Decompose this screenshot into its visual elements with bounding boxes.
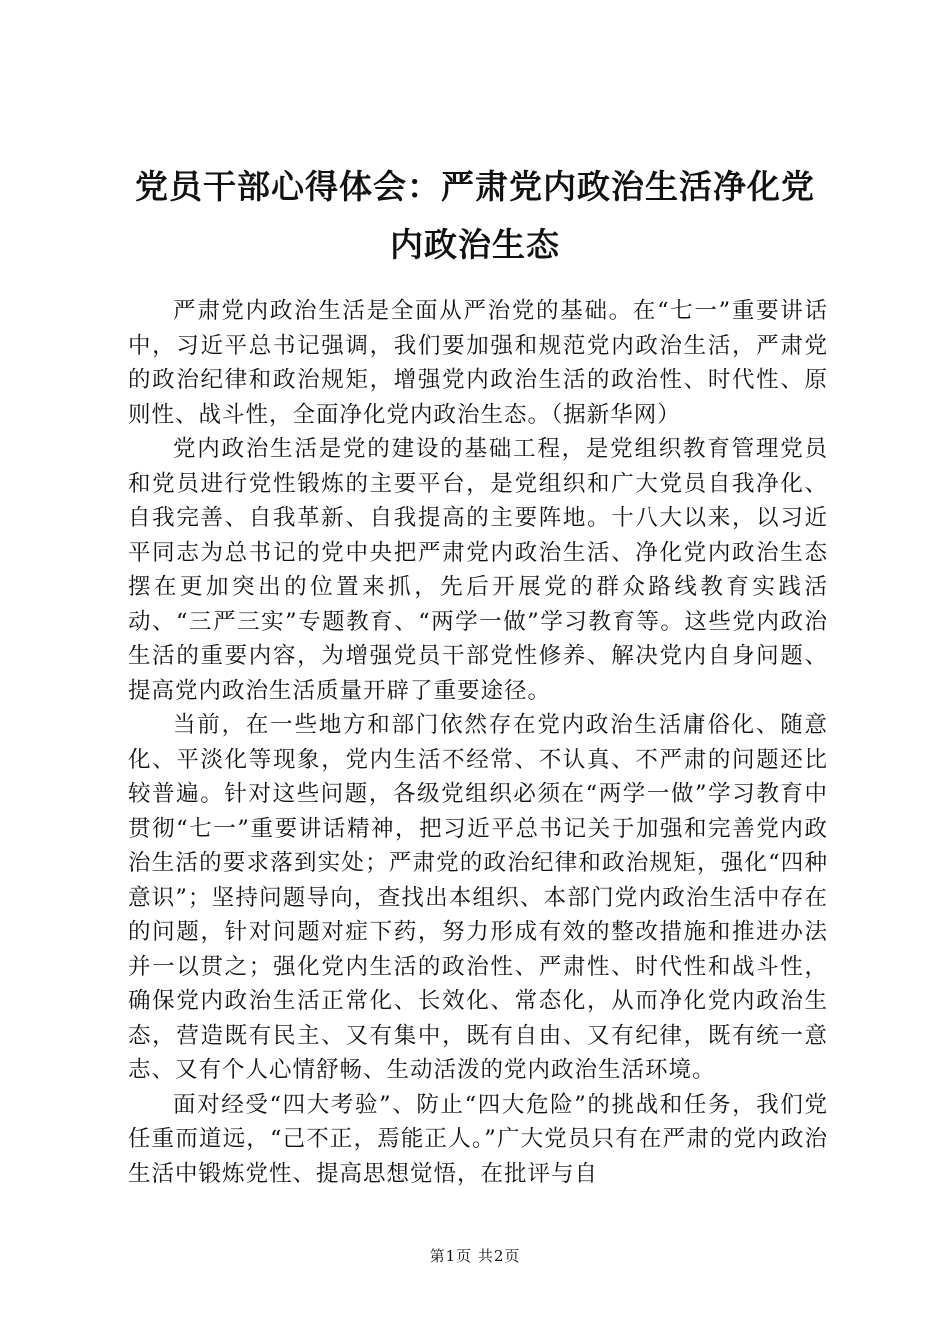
page-indicator: 第1页 共2页 [429,1247,521,1265]
paragraph: 党内政治生活是党的建设的基础工程，是党组织教育管理党员和党员进行党性锻炼的主要平台，是党组织和广大党员自我净化、自我完善、自我革新、自我提高的主要阵地。十八大以来，以习近平同志为总书记的党中央把严肃党内政治生活、净化党内政治生态摆在更加突出的位置来抓，先后开展党的群众路线教育实践活动、“三严三实”专题教育、“两学一做”学习教育等。这些党内政治生活的重要内容，为增强党员干部党性修养、解决党内自身问题、提高党内政治生活质量开辟了重要途径。 [128,436,828,704]
paragraph: 面对经受“四大考验”、防止“四大危险”的挑战和任务，我们党任重而道远，“己不正，焉能正人。”广大党员只有在严肃的党内政治生活中锻炼党性、提高思想觉悟，在批评与自 [128,1091,828,1187]
paragraph: 当前，在一些地方和部门依然存在党内政治生活庸俗化、随意化、平淡化等现象，党内生活不经常、不认真、不严肃的问题还比较普遍。针对这些问题，各级党组织必须在“两学一做”学习教育中贯彻“七一”重要讲话精神，把习近平总书记关于加强和完善党内政治生活的要求落到实处；严肃党的政治纪律和政治规矩，强化“四种意识”；坚持问题导向，查找出本组织、本部门党内政治生活中存在的问题，针对问题对症下药，努力形成有效的整改措施和推进办法并一以贯之；强化党内生活的政治性、严肃性、时代性和战斗性，确保党内政治生活正常化、长效化、常态化，从而净化党内政治生态，营造既有民主、又有集中，既有自由、又有纪律，既有统一意志、又有个人心情舒畅、生动活泼的党内政治生活环境。 [128,712,828,1083]
document-title: 党员干部心得体会：严肃党内政治生活净化党内政治生态 [135,167,815,264]
paragraph: 严肃党内政治生活是全面从严治党的基础。在“七一”重要讲话中，习近平总书记强调，我们要加强和规范党内政治生活，严肃党的政治纪律和政治规矩，增强党内政治生活的政治性、时代性、原则性、战斗性，全面净化党内政治生态。（据新华网） [128,298,828,428]
document-body [128,294,828,1191]
